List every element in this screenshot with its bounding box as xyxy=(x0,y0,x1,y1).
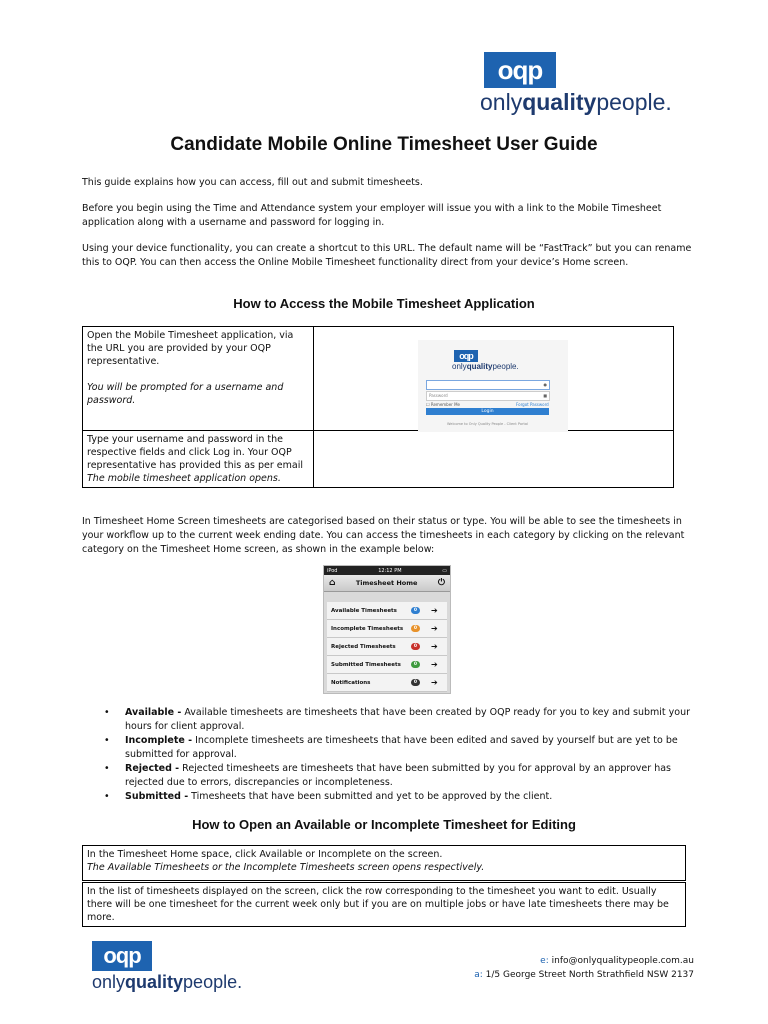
footer-contact xyxy=(474,954,694,982)
step-text-cell xyxy=(83,431,314,488)
home-screen-paragraph: In Timesheet Home Screen timesheets are categorised based on their status or type. You will be able to see the timesheets in your workflow up to the current week ending date. You can access the timesheets in each category by clicking on the relevant category on the Timesheet Home screen, as shown in the example below: xyxy=(82,516,685,555)
step-result: The Available Timesheets or the Incomplete Timesheets screen opens respectively. xyxy=(87,862,485,873)
list-item: • Incomplete - Incomplete timesheets are timesheets that have been edited and saved by yourself but are yet to be submitted for approval. xyxy=(104,735,678,760)
password-field[interactable]: Password ■ xyxy=(426,391,550,401)
count-badge: 0 xyxy=(411,625,420,632)
step-text: In the list of timesheets displayed on the screen, click the row corresponding to the timesheet you want to edit. Usually there will be one timesheet for the current week only but if you are on multiple jobs or have late timesheets there may be more. xyxy=(87,886,669,923)
footer-logo-wordmark: onlyqualitypeople. xyxy=(92,972,243,992)
arrow-right-icon: ➔ xyxy=(431,678,438,687)
open-steps-table-1 xyxy=(82,845,686,881)
section-heading-open: How to Open an Available or Incomplete Timesheet for Editing xyxy=(192,817,576,832)
access-steps-table xyxy=(82,326,674,488)
table-row xyxy=(83,846,686,881)
list-item: • Rejected - Rejected timesheets are timesheets that have been submitted by you for approval by an approver has rejected due to errors, discrepancies or incompleteness. xyxy=(104,763,671,788)
intro-paragraph-3: Using your device functionality, you can create a shortcut to this URL. The default name will be “FastTrack” but you can rename this to OQP. You can then access the Online Mobile Timesheet functionality direct from your device’s Home screen. xyxy=(82,243,692,268)
table-row xyxy=(83,431,674,488)
welcome-text: Welcome to Only Quality People - Client Portal xyxy=(447,422,528,426)
footer-email: e: info@onlyqualitypeople.com.au xyxy=(540,956,694,966)
footer-logo xyxy=(92,941,242,993)
list-item-submitted[interactable]: Submitted Timesheets 0 ➔ xyxy=(327,656,447,674)
list-item-incomplete[interactable]: Incomplete Timesheets 0 ➔ xyxy=(327,620,447,638)
count-badge: 0 xyxy=(411,661,420,668)
list-item-rejected[interactable]: Rejected Timesheets 0 ➔ xyxy=(327,638,447,656)
count-badge: 0 xyxy=(411,643,420,650)
home-icon[interactable]: ⌂ xyxy=(329,578,336,588)
open-steps-table-2 xyxy=(82,882,686,927)
power-icon[interactable]: ⏻ xyxy=(437,578,445,588)
app-title: Timesheet Home xyxy=(355,579,418,587)
login-logo-mark: oqp xyxy=(454,350,478,362)
user-icon: ● xyxy=(543,382,547,387)
step-text-cell xyxy=(83,327,314,431)
arrow-right-icon: ➔ xyxy=(431,606,438,615)
timesheet-status-list xyxy=(104,706,694,804)
step-text: Open the Mobile Timesheet application, via the URL you are provided by your OQP representative. xyxy=(87,330,294,367)
clock: 12:12 PM xyxy=(378,567,402,574)
list-item-notifications[interactable]: Notifications 0 ➔ xyxy=(327,674,447,692)
arrow-right-icon: ➔ xyxy=(431,624,438,633)
footer-address: a: 1/5 George Street North Strathfield NSW 2137 xyxy=(474,970,694,980)
battery-icon: ▭ xyxy=(442,567,447,574)
login-logo-wordmark: onlyqualitypeople. xyxy=(452,362,519,371)
logo-wordmark: onlyqualitypeople. xyxy=(480,89,672,115)
list-item: • Submitted - Timesheets that have been submitted and yet to be approved by the client. xyxy=(104,791,553,802)
login-button[interactable]: Login xyxy=(426,408,549,415)
app-title-bar xyxy=(324,575,450,592)
login-logo xyxy=(452,350,519,371)
remember-me-checkbox[interactable]: ☐ Remember Me xyxy=(426,402,461,407)
list-item-available[interactable]: Available Timesheets 0 ➔ xyxy=(327,602,447,620)
count-badge: 0 xyxy=(411,679,420,686)
page-title: Candidate Mobile Online Timesheet User Guide xyxy=(170,134,598,155)
status-bar: iPod 12:12 PM ▭ xyxy=(324,566,450,575)
lock-icon: ■ xyxy=(543,393,547,398)
forgot-password-link[interactable]: Forgot Password xyxy=(516,402,549,407)
intro-paragraph-1: This guide explains how you can access, fill out and submit timesheets. xyxy=(82,177,423,188)
arrow-right-icon: ➔ xyxy=(431,660,438,669)
table-row xyxy=(83,883,686,927)
login-screenshot xyxy=(418,340,568,432)
timesheet-home-screenshot xyxy=(323,565,451,694)
header-logo xyxy=(480,52,672,116)
count-badge: 0 xyxy=(411,607,420,614)
list-item: • Available - Available timesheets are timesheets that have been created by OQP ready for you to key and submit your hours for client approval. xyxy=(104,707,691,732)
section-heading-access: How to Access the Mobile Timesheet Application xyxy=(233,296,535,311)
table-row xyxy=(83,327,674,431)
step-text: In the Timesheet Home space, click Available or Incomplete on the screen. xyxy=(87,849,443,860)
step-result: You will be prompted for a username and password. xyxy=(87,382,284,406)
step-image-cell xyxy=(314,431,674,488)
step-result: The mobile timesheet application opens. xyxy=(87,473,281,484)
arrow-right-icon: ➔ xyxy=(431,642,438,651)
username-field[interactable] xyxy=(426,380,550,390)
intro-paragraph-2: Before you begin using the Time and Attendance system your employer will issue you with a link to the Mobile Timesheet application along with a username and password for logging in. xyxy=(82,203,662,228)
footer-logo-mark: oqp xyxy=(92,941,152,971)
logo-mark: oqp xyxy=(484,52,556,88)
step-text: Type your username and password in the respective fields and click Log in. Your OQP representative has provided this as per email xyxy=(87,434,304,471)
